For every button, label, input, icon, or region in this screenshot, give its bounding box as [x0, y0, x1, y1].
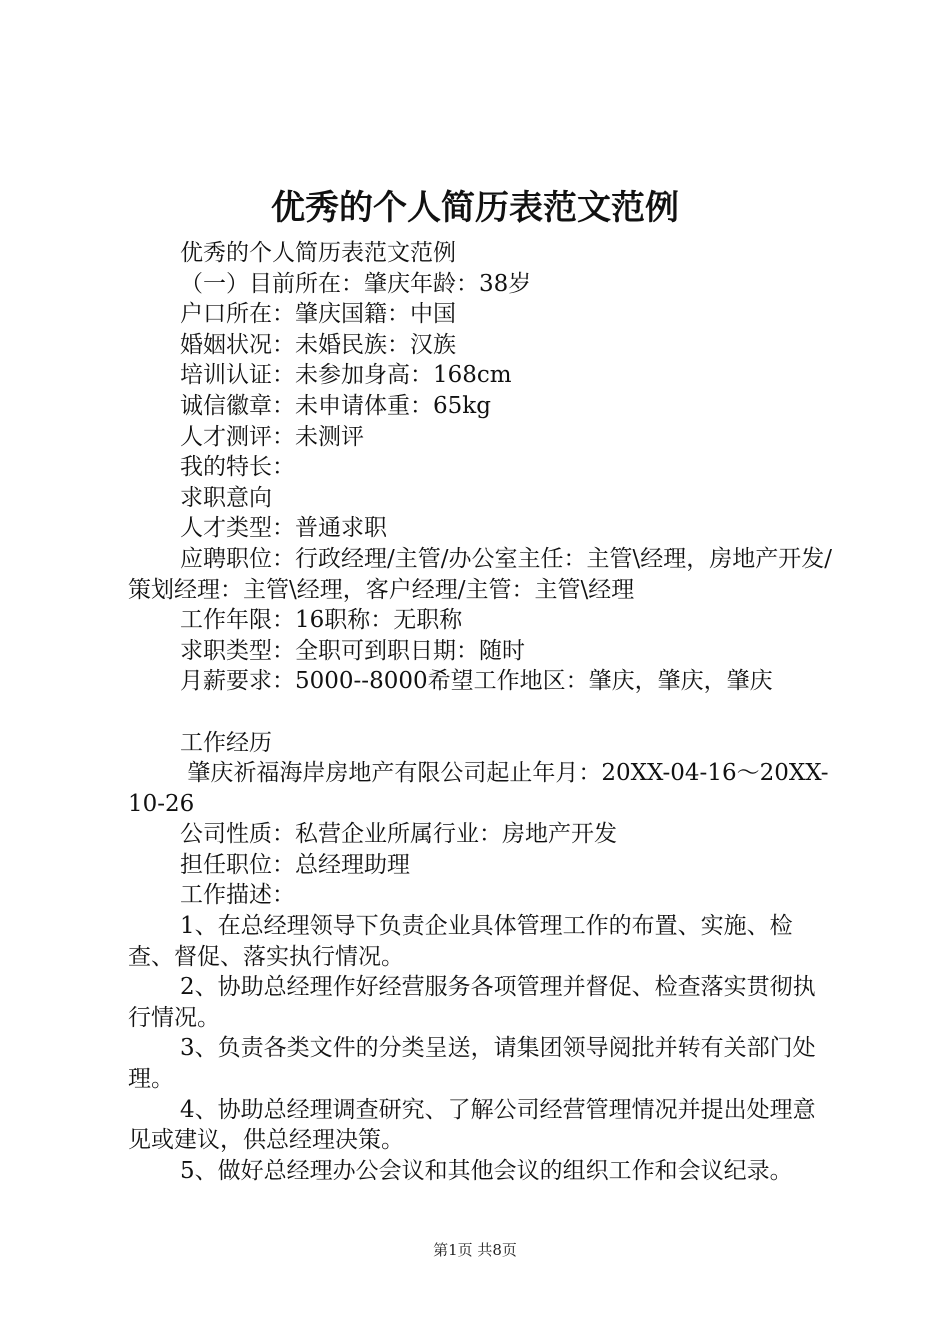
paragraph-job-type: 求职类型：全职可到职日期：随时: [180, 637, 525, 664]
paragraph-assessment: 人才测评：未测评: [180, 423, 364, 450]
paragraph-duty-2: 2、协助总经理作好经营服务各项管理并督促、检查落实贯彻执行情况。: [128, 974, 816, 1031]
document-body: [128, 238, 838, 1186]
paragraph-location-age: （一）目前所在：肇庆年龄：38岁: [180, 270, 532, 297]
paragraph-duty-1: 1、在总经理领导下负责企业具体管理工作的布置、实施、检查、督促、落实执行情况。: [128, 913, 793, 970]
document-title: 优秀的个人简历表范文范例: [271, 188, 679, 228]
paragraph-work-description-heading: 工作描述：: [180, 882, 295, 909]
paragraph-years-title: 工作年限：16职称：无职称: [180, 607, 463, 634]
paragraph-badge-weight: 诚信徽章：未申请体重：65kg: [180, 392, 491, 419]
paragraph-talent-type: 人才类型：普通求职: [180, 515, 387, 542]
paragraph-duty-3: 3、负责各类文件的分类呈送，请集团领导阅批并转有关部门处理。: [128, 1035, 816, 1093]
paragraph-duty-4: 4、协助总经理调查研究、了解公司经营管理情况并提出处理意见或建议，供总经理决策。: [128, 1096, 816, 1154]
paragraph-applied-positions: 应聘职位：行政经理/主管/办公室主任：主管\经理，房地产开发/策划经理：主管\经理，客户经理/主管：主管\经理: [128, 545, 832, 603]
paragraph-hukou-nationality: 户口所在：肇庆国籍：中国: [180, 301, 456, 328]
paragraph-blank: [128, 697, 838, 728]
paragraph-salary-area: 月薪要求：5000--8000希望工作地区：肇庆，肇庆，肇庆: [180, 668, 773, 695]
paragraph-subtitle: 优秀的个人简历表范文范例: [180, 240, 456, 266]
paragraph-company-period: 肇庆祈福海岸房地产有限公司起止年月：20XX-04-16～20XX-10-26: [128, 760, 829, 817]
paragraph-job-intention-heading: 求职意向: [180, 484, 272, 511]
paragraph-marital-ethnicity: 婚姻状况：未婚民族：汉族: [180, 331, 456, 358]
paragraph-duty-5: 5、做好总经理办公会议和其他会议的组织工作和会议纪录。: [180, 1157, 793, 1184]
paragraph-specialty: 我的特长：: [180, 454, 295, 481]
page-footer: 第1页 共8页: [433, 1241, 517, 1259]
paragraph-work-experience-heading: 工作经历: [180, 729, 272, 756]
paragraph-company-nature: 公司性质：私营企业所属行业：房地产开发: [180, 821, 617, 848]
paragraph-training-height: 培训认证：未参加身高：168cm: [180, 362, 512, 389]
paragraph-position-held: 担任职位：总经理助理: [180, 851, 410, 878]
